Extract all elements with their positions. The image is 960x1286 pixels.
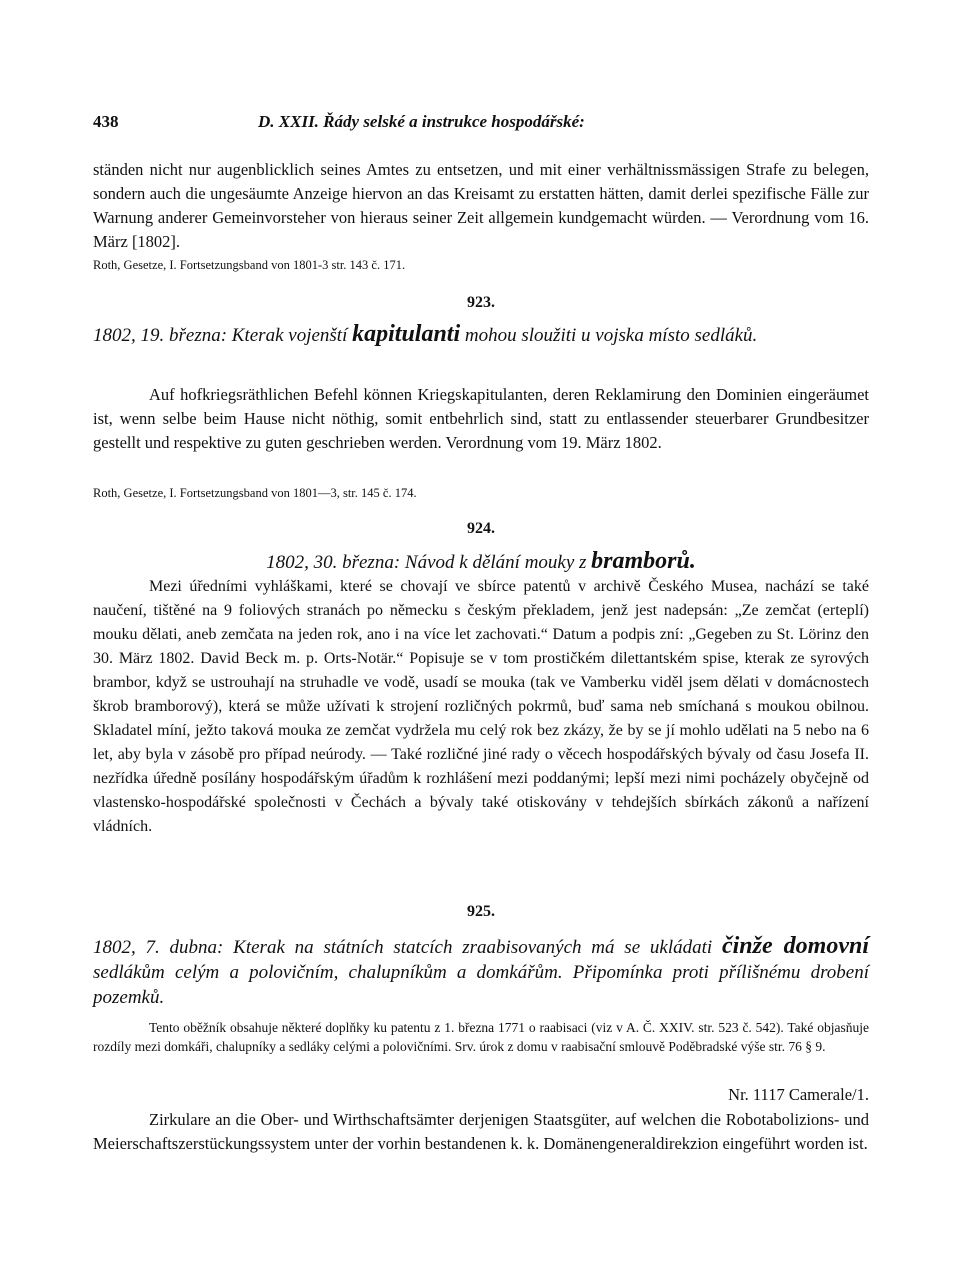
entry-923-body: Auf hofkriegsräthlichen Befehl können Kriegskapitulanten, deren Reklamirung den Dominien eingeräumet ist, wenn selbe beim Hause nicht nöthig, somit entbehrlich sind, statt zu entlassender steuerbarer Grundbesitzer gestellt und respektive zu guten geschrieben werden. Verordnung vom 19. März 1802. [93,385,869,452]
entry-925-body: Zirkulare an die Ober- und Wirthschaftsämter derjenigen Staatsgüter, auf welchen die Robotabolizions- und Meierschaftszerstückungssystem unter der vorhin bestandenen k. k. Domänengeneraldirekzion eingeführt worden ist. [93,1110,869,1153]
entry-924-heading [93,549,869,575]
entry-925-heading-emph: činže domovní [721,933,869,959]
running-header [93,112,869,136]
entry-923-source: Roth, Gesetze, I. Fortsetzungsband von 1801—3, str. 145 č. 174. [93,486,417,500]
entry-923-heading-emph: kapitulanti [352,321,461,347]
entry-924-number: 924. [467,520,495,537]
entry-924-heading-emph: bramborů. [591,548,696,574]
page-number: 438 [93,112,119,131]
entry-925-heading [93,934,869,1010]
entry-924-body: Mezi úředními vyhláškami, které se chovají ve sbírce patentů v archivě Českého Musea, nachází se také naučení, tištěné na 9 foliových stranách po německu s českým překladem, jenž jest nadepsán: „Ze zemčat (erteplí) mouku dělati, aneb zemčata na jeden rok, ano i na více let zachovati.“ Datum a podpis zní: „Gegeben zu St. Lörinz den 30. März 1802. David Beck m. p. Orts-Notär.“ Popisuje se v tom prostičkém dilettantském spise, kterak ze syrových brambor, když se ustrouhají na struhadle ve vodě, usadí se mouka (tak ve Vamberku viděl jsem dělati v domácnostech škrob bramborový), která se může užívati k strojení rozličných pokrmů, buď sama neb smíchaná s moukou obilnou. Skladatel míní, ježto taková mouka ze zemčat vydržela mu celý rok bez zkázy, že by se jí mohlo udělati na 5 nebo na 6 let, aby byla v zásobě pro případ neúrody. — Také rozličné jiné rady o věcech hospodářských bývaly od času Josefa II. nezřídka úředně posílány hospodářským úřadům k rozhlášení mezi poddanými; lepší mezi nimi pocházely obyčejně od vlastensko-hospodářské společnosti v Čechách a bývaly také otiskovány v tehdejších sbírkách zákonů a nařízení vládních. [93,578,869,835]
entry-925-number: 925. [467,903,495,920]
entry-925-reference: Nr. 1117 Camerale/1. [728,1085,869,1104]
entry-925-note: Tento oběžník obsahuje některé doplňky ku patentu z 1. března 1771 o raabisaci (viz v A. Č. XXIV. str. 523 č. 542). Také objasňuje rozdíly mezi domkáři, chalupníky a sedláky celými a polovičními. Srv. úrok z domu v raabisační smlouvě Poděbradské výše str. 76 § 9. [93,1020,869,1054]
entry-923-heading-pre: 1802, 19. března: Kterak vojenští [93,325,353,346]
entry-925-heading-pre: 1802, 7. dubna: Kterak na státních statcích zraabisovaných má se ukládati [93,937,722,958]
intro-paragraph: ständen nicht nur augenblicklich seines Amtes zu entsetzen, und mit einer verhältnissmässigen Strafe zu belegen, sondern auch die ungesäumte Anzeige hiervon an das Kreisamt zu erstatten hätten, damit derlei spezifische Fälle zur Warnung anderer Gemeinvorsteher von hieraus seiner Zeit allgemein kundgemacht würden. — Verordnung vom 16. März [1802]. [93,160,869,251]
intro-source: Roth, Gesetze, I. Fortsetzungsband von 1801-3 str. 143 č. 171. [93,258,406,272]
entry-925-heading-post: sedlákům celým a polovičním, chalupníkům a domkářům. Připomínka proti přílišnému drobení pozemků. [93,962,869,1008]
running-title: D. XXII. Řády selské a instrukce hospodářské: [258,112,585,131]
entry-923-number: 923. [467,294,495,311]
entry-923-heading [93,322,869,348]
entry-924-heading-pre: 1802, 30. března: Návod k dělání mouky z [266,552,592,573]
entry-923-heading-post: mohou sloužiti u vojska místo sedláků. [460,325,758,346]
